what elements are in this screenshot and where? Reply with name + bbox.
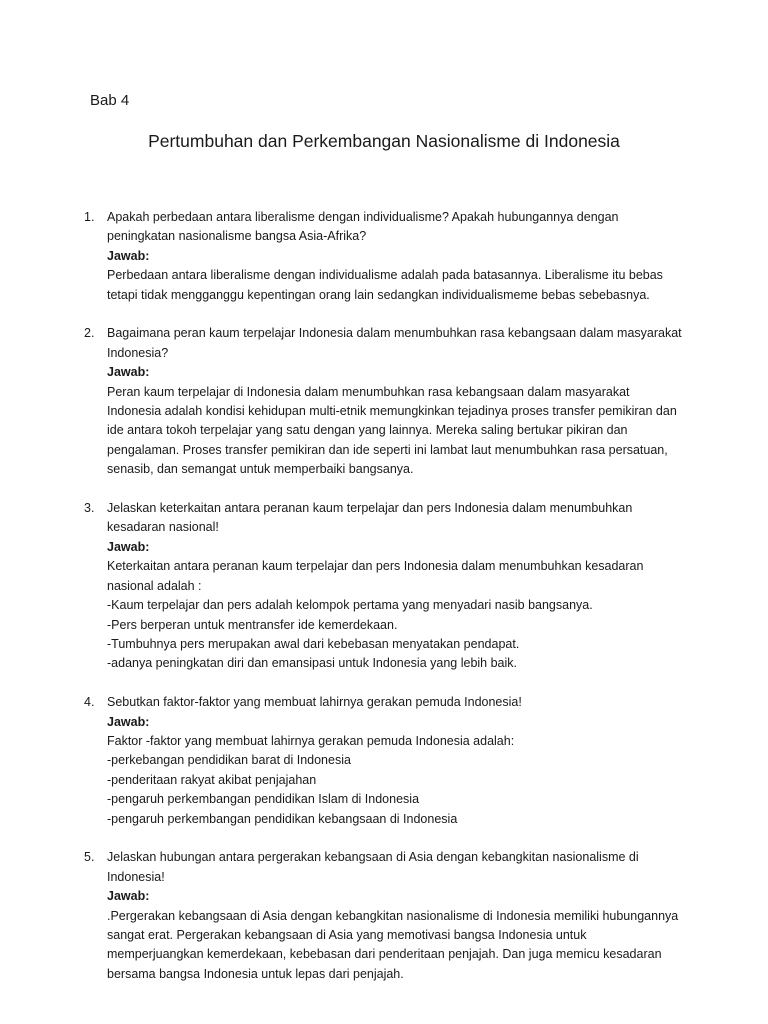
question-number: 2. [84, 326, 95, 341]
question-text: Sebutkan faktor-faktor yang membuat lahirnya gerakan pemuda Indonesia! [107, 695, 522, 710]
answer-label: Jawab: [107, 539, 150, 554]
question-list [84, 208, 684, 1004]
question-item [84, 693, 684, 829]
answer-text: -penderitaan rakyat akibat penjajahan [107, 772, 317, 787]
answer-label: Jawab: [107, 889, 150, 904]
answer-text: -Pers berperan untuk mentransfer ide kemerdekaan. [107, 617, 398, 632]
answer-label: Jawab: [107, 248, 150, 263]
question-text: Apakah perbedaan antara liberalisme dengan individualisme? Apakah hubungannya dengan peningkatan nasionalisme bangsa Asia-Afrika? [107, 210, 619, 244]
question-number: 1. [84, 210, 95, 224]
answer-text: -Kaum terpelajar dan pers adalah kelompok pertama yang menyadari nasib bangsanya. [107, 598, 593, 613]
answer-text: -pengaruh perkembangan pendidikan kebangsaan di Indonesia [107, 811, 458, 826]
answer-text: -Tumbuhnya pers merupakan awal dari kebebasan menyatakan pendapat. [107, 636, 520, 651]
answer-text: -pengaruh perkembangan pendidikan Islam di Indonesia [107, 792, 420, 807]
chapter-label: Bab 4 [90, 92, 130, 109]
question-number: 4. [84, 695, 95, 710]
question-text: Bagaimana peran kaum terpelajar Indonesia dalam menumbuhkan rasa kebangsaan dalam masyarakat Indonesia? [107, 326, 682, 360]
answer-text: .Pergerakan kebangsaan di Asia dengan kebangkitan nasionalisme di Indonesia memiliki hubungannya sangat erat. Pergerakan kebangsaan di Asia yang memotivasi bangsa Indonesia untuk memperjuangkan kemerdekaan, kebebasan dari penderitaan penjajah. Dan juga memicu kesadaran bersama bangsa Indonesia untuk lepas dari penjajah. [107, 908, 679, 981]
question-number: 3. [84, 501, 95, 516]
page-title: Pertumbuhan dan Perkembangan Nasionalisme di Indonesia [148, 131, 620, 151]
answer-label: Jawab: [107, 714, 150, 729]
question-text: Jelaskan hubungan antara pergerakan kebangsaan di Asia dengan kebangkitan nasionalisme di Indonesia! [107, 850, 639, 884]
answer-text: Keterkaitan antara peranan kaum terpelajar dan pers Indonesia dalam menumbuhkan kesadaran nasional adalah : [107, 559, 644, 593]
question-item [84, 324, 684, 479]
answer-text: Faktor -faktor yang membuat lahirnya gerakan pemuda Indonesia adalah: [107, 733, 515, 748]
question-number: 5. [84, 850, 95, 865]
question-item [84, 848, 684, 984]
answer-text: Perbedaan antara liberalisme dengan individualisme adalah pada batasannya. Liberalisme itu bebas tetapi tidak mengganggu kepentingan orang lain sedangkan individualismeme bebas sebebasnya. [107, 268, 663, 302]
question-item [84, 499, 684, 674]
answer-label: Jawab: [107, 365, 150, 380]
question-item [84, 208, 684, 305]
answer-text: Peran kaum terpelajar di Indonesia dalam menumbuhkan rasa kebangsaan dalam masyarakat Indonesia adalah kondisi kehidupan multi-etnik memungkinkan tejadinya proses transfer pemikiran dan ide antara tokoh terpelajar yang satu dengan yang lainnya. Mereka saling bertukar pikiran dan pengalaman. Proses transfer pemikiran dan ide seperti ini lambat laut menumbuhkan rasa persatuan, senasib, dan semangat untuk memperbaiki bangsanya. [107, 384, 677, 477]
question-text: Jelaskan keterkaitan antara peranan kaum terpelajar dan pers Indonesia dalam menumbuhkan kesadaran nasional! [107, 501, 633, 535]
answer-text: -adanya peningkatan diri dan emansipasi untuk Indonesia yang lebih baik. [107, 656, 518, 671]
answer-text: -perkebangan pendidikan barat di Indonesia [107, 753, 351, 768]
